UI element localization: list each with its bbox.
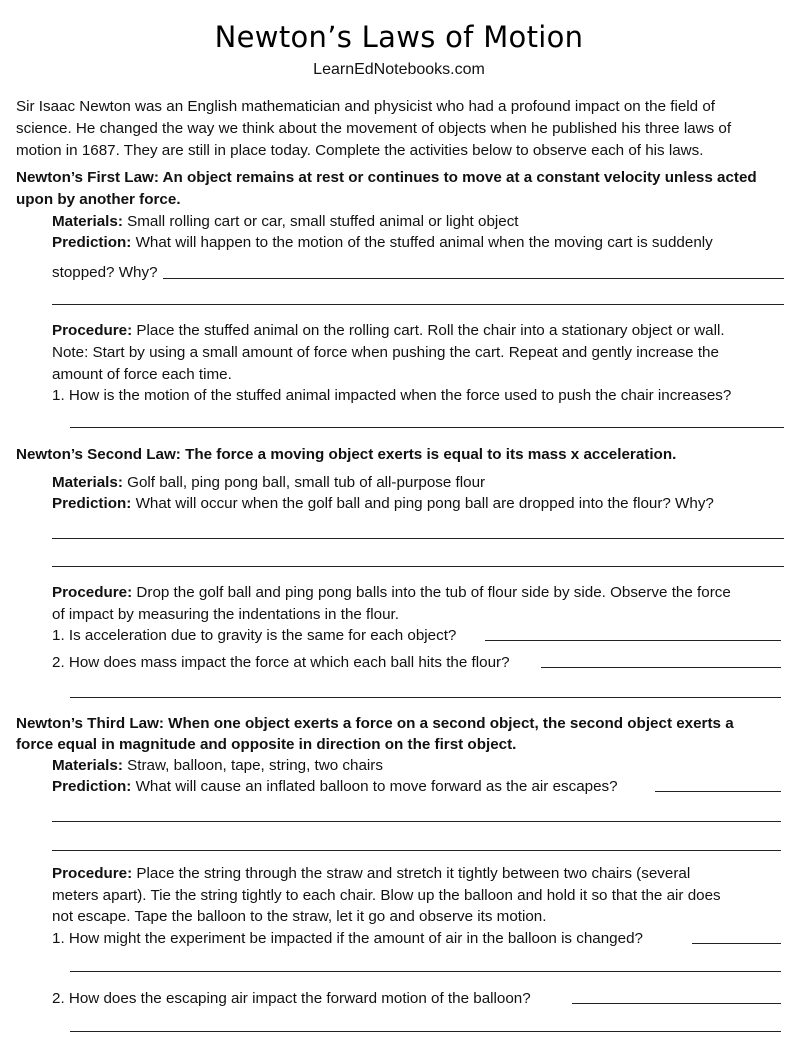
second-law-prediction-answer-line-2[interactable] [52,566,784,567]
second-law-procedure-line-2: of impact by measuring the indentations in the flour. [52,606,399,623]
first-law-procedure-line-2: Note: Start by using a small amount of force when pushing the cart. Repeat and gently increase the [52,344,719,361]
third-law-procedure-line-3: not escape. Tape the balloon to the straw, let it go and observe its motion. [52,908,547,925]
first-law-prediction-answer-line-1[interactable] [163,278,784,279]
third-law-question-1-answer-line-1[interactable] [692,943,781,944]
materials-label: Materials: [52,474,123,491]
second-law-heading-text: The force a moving object exerts is equal to its mass x acceleration. [185,446,677,463]
prediction-label: Prediction: [52,234,132,251]
second-law-heading [16,444,676,465]
website-url: LearnEdNotebooks.com [313,61,485,78]
first-law-heading-line-1: Newton’s First Law: An object remains at rest or continues to move at a constant velocity unless acted [16,169,757,186]
intro-line-3: motion in 1687. They are still in place today. Complete the activities below to observe each of his laws. [16,142,704,159]
intro-line-2: science. He changed the way we think about the movement of objects when he published his three laws of [16,120,732,137]
third-law-prediction-text: What will cause an inflated balloon to move forward as the air escapes? [135,778,618,795]
third-law-heading-label: Newton’s Third Law: [16,715,164,732]
third-law-heading-line-1 [16,713,734,734]
first-law-prediction-line-2: stopped? Why? [52,264,158,281]
procedure-label: Procedure: [52,322,133,339]
second-law-materials-text: Golf ball, ping pong ball, small tub of all-purpose flour [127,474,486,491]
third-law-prediction-answer-line-1[interactable] [655,791,781,792]
third-law-prediction [52,776,618,797]
second-law-question-1-answer-line[interactable] [485,640,781,641]
third-law-procedure-line-2: meters apart). Tie the string tightly to each chair. Blow up the balloon and hold it so that the air does [52,887,721,904]
second-law-prediction-answer-line-1[interactable] [52,538,784,539]
third-law-materials-text: Straw, balloon, tape, string, two chairs [127,757,383,774]
second-law-question-2: 2. How does mass impact the force at which each ball hits the flour? [52,654,510,671]
second-law-materials [52,472,485,493]
page-title: Newton’s Laws of Motion [214,20,584,54]
prediction-label: Prediction: [52,495,132,512]
third-law-heading-line-2: force equal in magnitude and opposite in direction on the first object. [16,736,517,753]
second-law-question-1: 1. Is acceleration due to gravity is the same for each object? [52,627,457,644]
second-law-heading-label: Newton’s Second Law: [16,446,181,463]
second-law-prediction [52,493,714,514]
third-law-question-1: 1. How might the experiment be impacted if the amount of air in the balloon is changed? [52,930,643,947]
procedure-label: Procedure: [52,584,133,601]
third-law-question-2-answer-line-1[interactable] [572,1003,781,1004]
second-law-question-2-answer-line-1[interactable] [541,667,781,668]
prediction-label: Prediction: [52,778,132,795]
materials-label: Materials: [52,757,123,774]
third-law-procedure-text: Place the string through the straw and stretch it tightly between two chairs (several [136,865,691,882]
third-law-heading-text: When one object exerts a force on a second object, the second object exerts a [168,715,734,732]
first-law-prediction [52,232,713,253]
first-law-heading-line-2: upon by another force. [16,191,181,208]
second-law-prediction-text: What will occur when the golf ball and ping pong ball are dropped into the flour? Why? [135,495,714,512]
first-law-question-1-answer-line[interactable] [70,427,784,428]
second-law-procedure-text: Drop the golf ball and ping pong balls into the tub of flour side by side. Observe the force [136,584,731,601]
third-law-question-2: 2. How does the escaping air impact the forward motion of the balloon? [52,990,531,1007]
intro-line-1: Sir Isaac Newton was an English mathematician and physicist who had a profound impact on the field of [16,98,716,115]
third-law-question-2-answer-line-2[interactable] [70,1031,781,1032]
second-law-question-2-answer-line-2[interactable] [70,697,781,698]
first-law-prediction-text: What will happen to the motion of the stuffed animal when the moving cart is suddenly [135,234,713,251]
third-law-prediction-answer-line-3[interactable] [52,850,781,851]
materials-label: Materials: [52,213,123,230]
first-law-prediction-answer-line-2[interactable] [52,304,784,305]
second-law-procedure [52,582,731,603]
third-law-prediction-answer-line-2[interactable] [52,821,781,822]
third-law-materials [52,755,383,776]
third-law-question-1-answer-line-2[interactable] [70,971,781,972]
first-law-procedure-line-3: amount of force each time. [52,366,232,383]
first-law-procedure [52,320,725,341]
procedure-label: Procedure: [52,865,133,882]
first-law-procedure-text: Place the stuffed animal on the rolling cart. Roll the chair into a stationary object or wall. [136,322,725,339]
first-law-question-1: 1. How is the motion of the stuffed animal impacted when the force used to push the chair increases? [52,387,732,404]
third-law-procedure [52,863,690,884]
first-law-materials [52,211,519,232]
first-law-materials-text: Small rolling cart or car, small stuffed animal or light object [127,213,519,230]
